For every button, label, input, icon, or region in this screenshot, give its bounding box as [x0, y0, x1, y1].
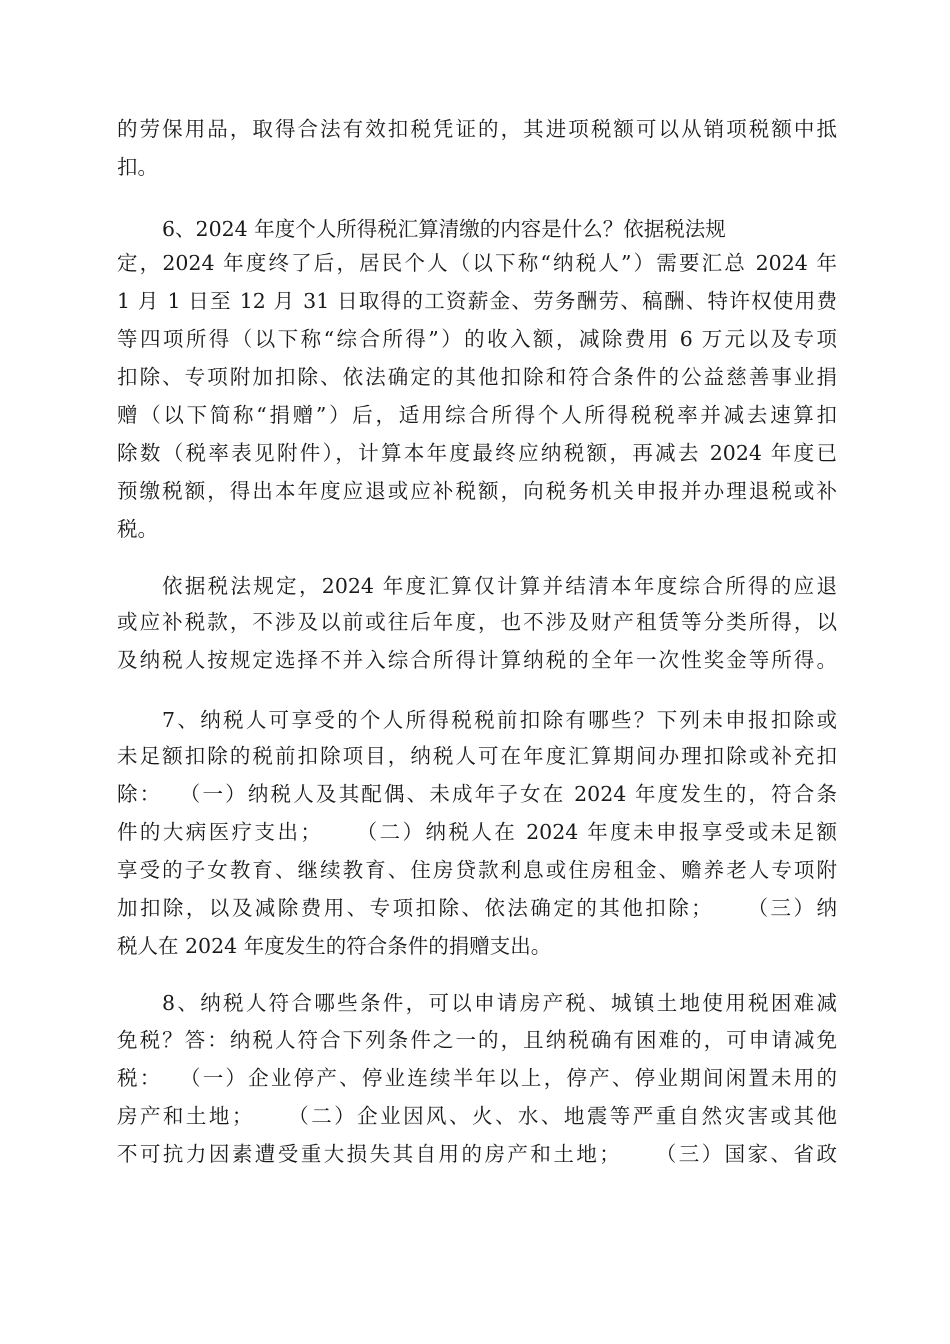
paragraph-line: 依据税法规定，2024 年度汇算仅计算并结清本年度综合所得的应退: [162, 574, 837, 598]
paragraph-line: 税人在 2024 年度发生的符合条件的捐赠支出。: [117, 934, 552, 958]
paragraph-line: 及纳税人按规定选择不并入综合所得计算纳税的全年一次性奖金等所得。: [117, 648, 837, 672]
paragraph-line: 除： （一）纳税人及其配偶、未成年子女在 2024 年度发生的，符合条: [117, 782, 837, 806]
paragraph-line: 定，2024 年度终了后，居民个人（以下称“纳税人”）需要汇总 2024 年: [117, 251, 837, 275]
paragraph-line: 等四项所得（以下称“综合所得”）的收入额，减除费用 6 万元以及专项: [117, 327, 837, 351]
paragraph-line: 或应补税款，不涉及以前或往后年度，也不涉及财产租赁等分类所得，以: [117, 610, 837, 634]
paragraph-line: 7、纳税人可享受的个人所得税税前扣除有哪些？下列未申报扣除或: [162, 708, 837, 732]
paragraph-line: 免税？答：纳税人符合下列条件之一的，且纳税确有困难的，可申请减免: [117, 1028, 837, 1052]
paragraph-line: 加扣除，以及减除费用、专项扣除、依法确定的其他扣除； （三）纳: [117, 896, 837, 920]
paragraph-line: 6、2024 年度个人所得税汇算清缴的内容是什么？依据税法规: [162, 217, 726, 241]
paragraph-line: 税： （一）企业停产、停业连续半年以上，停产、停业期间闲置未用的: [117, 1066, 837, 1090]
paragraph-line: 扣除、专项附加扣除、依法确定的其他扣除和符合条件的公益慈善事业捐: [117, 365, 837, 389]
paragraph-line: 件的大病医疗支出； （二）纳税人在 2024 年度未申报享受或未足额: [117, 820, 837, 844]
paragraph-line: 享受的子女教育、继续教育、住房贷款利息或住房租金、赡养老人专项附: [117, 858, 837, 882]
paragraph-line: 扣。: [117, 155, 158, 179]
paragraph-line: 1 月 1 日至 12 月 31 日取得的工资薪金、劳务酬劳、稿酬、特许权使用费: [117, 289, 837, 313]
paragraph-line: 除数（税率表见附件），计算本年度最终应纳税额，再减去 2024 年度已: [117, 441, 837, 465]
paragraph-line: 房产和土地； （二）企业因风、火、水、地震等严重自然灾害或其他: [117, 1104, 837, 1128]
paragraph-line: 未足额扣除的税前扣除项目，纳税人可在年度汇算期间办理扣除或补充扣: [117, 744, 837, 768]
paragraph-line: 预缴税额，得出本年度应退或应补税额，向税务机关申报并办理退税或补: [117, 479, 837, 503]
paragraph-line: 8、纳税人符合哪些条件，可以申请房产税、城镇土地使用税困难减: [162, 991, 837, 1015]
paragraph-line: 税。: [117, 517, 158, 541]
paragraph-line: 的劳保用品，取得合法有效扣税凭证的，其进项税额可以从销项税额中抵: [117, 117, 837, 141]
paragraph-line: 赠（以下简称“捐赠”）后，适用综合所得个人所得税税率并减去速算扣: [117, 403, 837, 427]
paragraph-line: 不可抗力因素遭受重大损失其自用的房产和土地； （三）国家、省政: [117, 1142, 837, 1166]
